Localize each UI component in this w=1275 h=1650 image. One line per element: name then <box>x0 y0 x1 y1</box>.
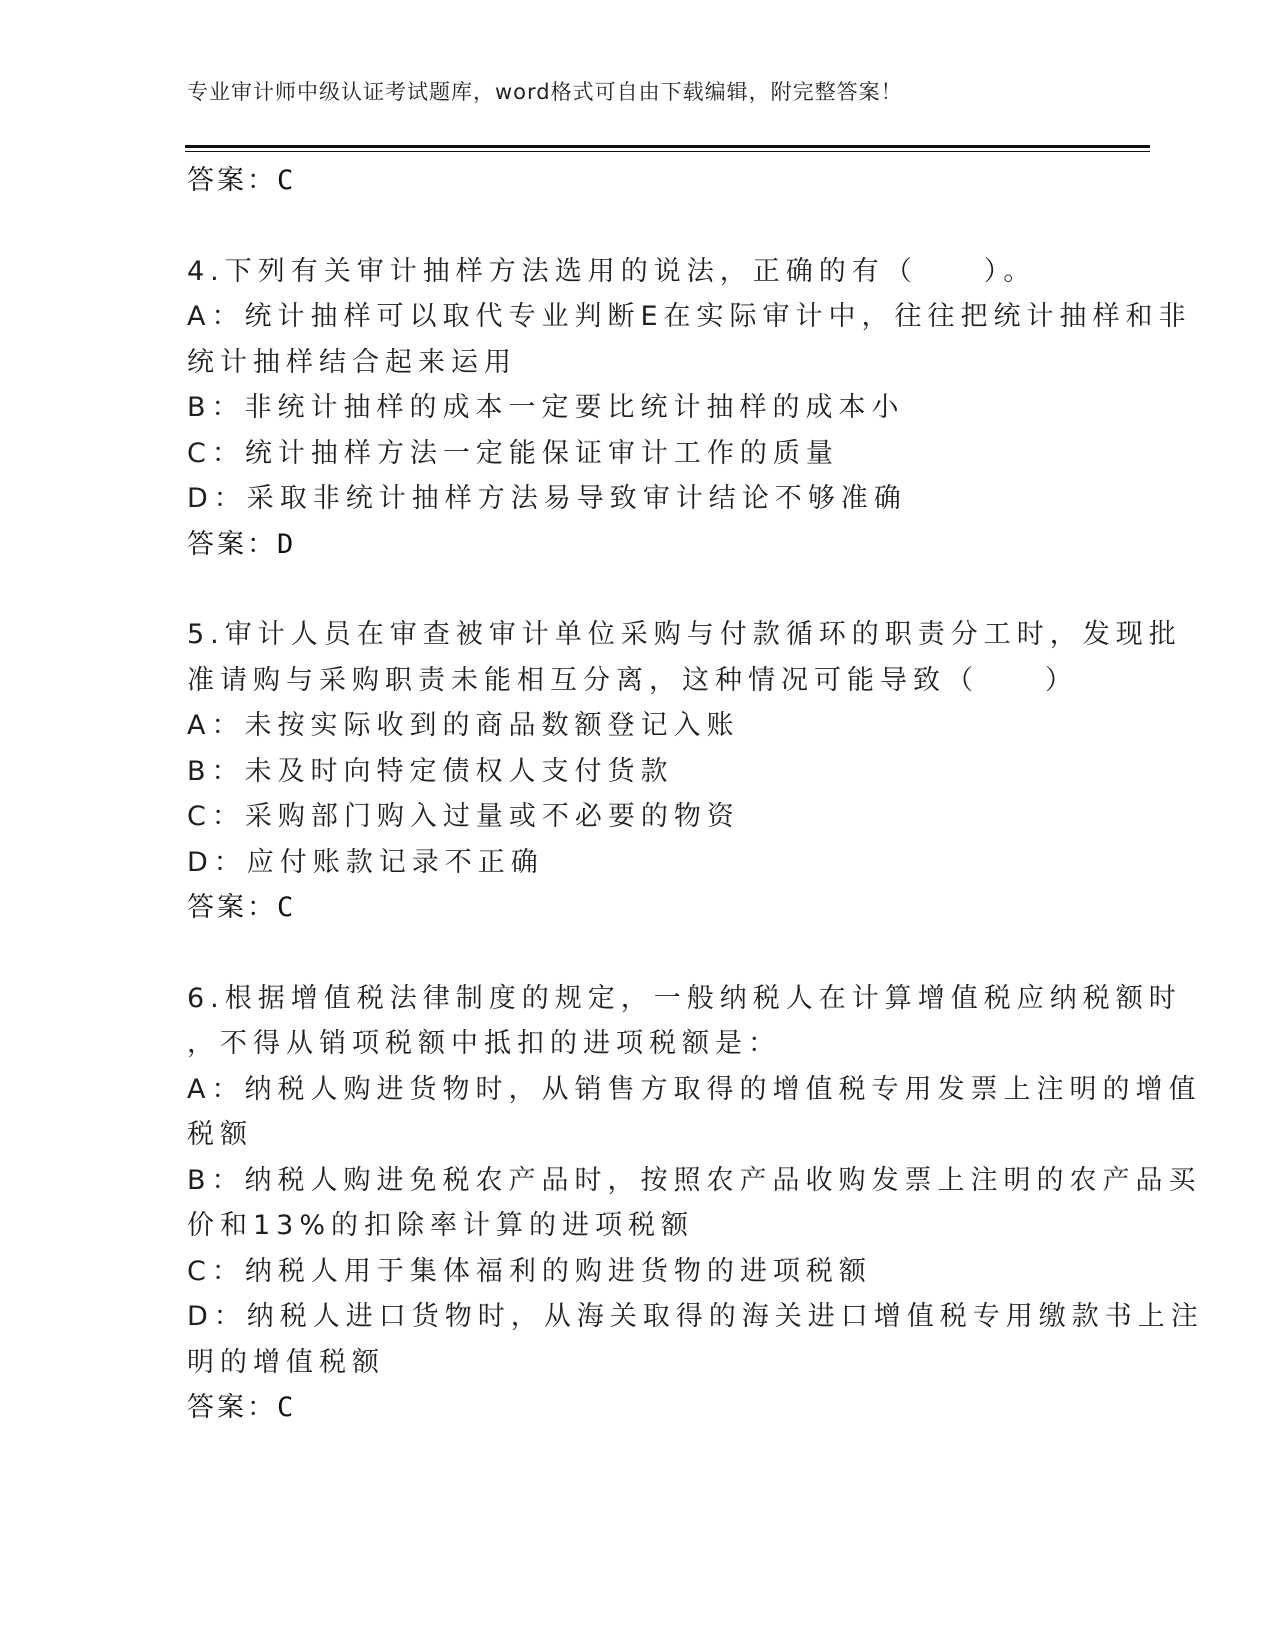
answer-label: 答案： <box>187 1392 277 1423</box>
answer-label: 答案： <box>187 892 277 923</box>
option-line: A：纳税人购进货物时，从销售方取得的增值税专用发票上注明的增值 <box>187 1073 1202 1105</box>
answer-value: C <box>277 1392 297 1423</box>
question-stem-line: 准请购与采购职责未能相互分离，这种情况可能导致（ ） <box>187 664 1078 696</box>
answer-line <box>187 1385 1087 1431</box>
question-stem-line: 5.审计人员在审查被审计单位采购与付款循环的职责分工时，发现批 <box>187 619 1182 650</box>
question-spacer <box>187 204 1087 249</box>
option-line: 价和13%的扣除率计算的进项税额 <box>187 1210 695 1241</box>
answer-value: C <box>277 165 297 196</box>
question-item <box>187 976 1204 1431</box>
page-header: 专业审计师中级认证考试题库，word格式可自由下载编辑，附完整答案！ <box>187 80 903 104</box>
header-rule-thick <box>185 145 1150 148</box>
answer-label: 答案： <box>187 528 277 560</box>
answer-line <box>187 158 1087 204</box>
option-line: B：非统计抽样的成本一定要比统计抽样的成本小 <box>187 392 905 423</box>
question-stem-line: ，不得从销项税额中抵扣的进项税额是： <box>187 1028 781 1059</box>
answer-value: D <box>277 528 297 560</box>
answer-line <box>187 522 1087 568</box>
option-line: D：纳税人进口货物时，从海关取得的海关进口增值税专用缴款书上注 <box>187 1301 1204 1332</box>
answer-value: C <box>277 892 297 923</box>
question-spacer <box>187 567 1087 612</box>
question-spacer <box>187 931 1087 976</box>
question-content <box>187 158 1204 1431</box>
question-item <box>187 249 1192 568</box>
question-item <box>187 612 1182 931</box>
option-line: D：应付账款记录不正确 <box>187 846 544 878</box>
option-line: 明的增值税额 <box>187 1346 385 1378</box>
question-list <box>187 204 1204 1431</box>
option-line: D：采取非统计抽样方法易导致审计结论不够准确 <box>187 483 907 514</box>
option-line: C：采购部门购入过量或不必要的物资 <box>187 801 740 832</box>
option-line: A：未按实际收到的商品数额登记入账 <box>187 710 740 741</box>
header-rule-thin <box>185 151 1150 152</box>
answer-line <box>187 885 1087 931</box>
option-line: 统计抽样结合起来运用 <box>187 346 517 378</box>
option-line: C：统计抽样方法一定能保证审计工作的质量 <box>187 437 839 469</box>
question-stem-line: 6.根据增值税法律制度的规定，一般纳税人在计算增值税应纳税额时 <box>187 982 1182 1014</box>
option-line: B：纳税人购进免税农产品时，按照农产品收购发票上注明的农产品买 <box>187 1164 1202 1196</box>
option-line: C：纳税人用于集体福利的购进货物的进项税额 <box>187 1255 872 1287</box>
question-stem-line: 4.下列有关审计抽样方法选用的说法，正确的有（ ）。 <box>187 255 1037 287</box>
option-line: B：未及时向特定债权人支付货款 <box>187 755 674 787</box>
option-line: 税额 <box>187 1119 253 1150</box>
answer-label: 答案： <box>187 165 277 196</box>
option-line: A：统计抽样可以取代专业判断E在实际审计中，往往把统计抽样和非 <box>187 301 1192 332</box>
